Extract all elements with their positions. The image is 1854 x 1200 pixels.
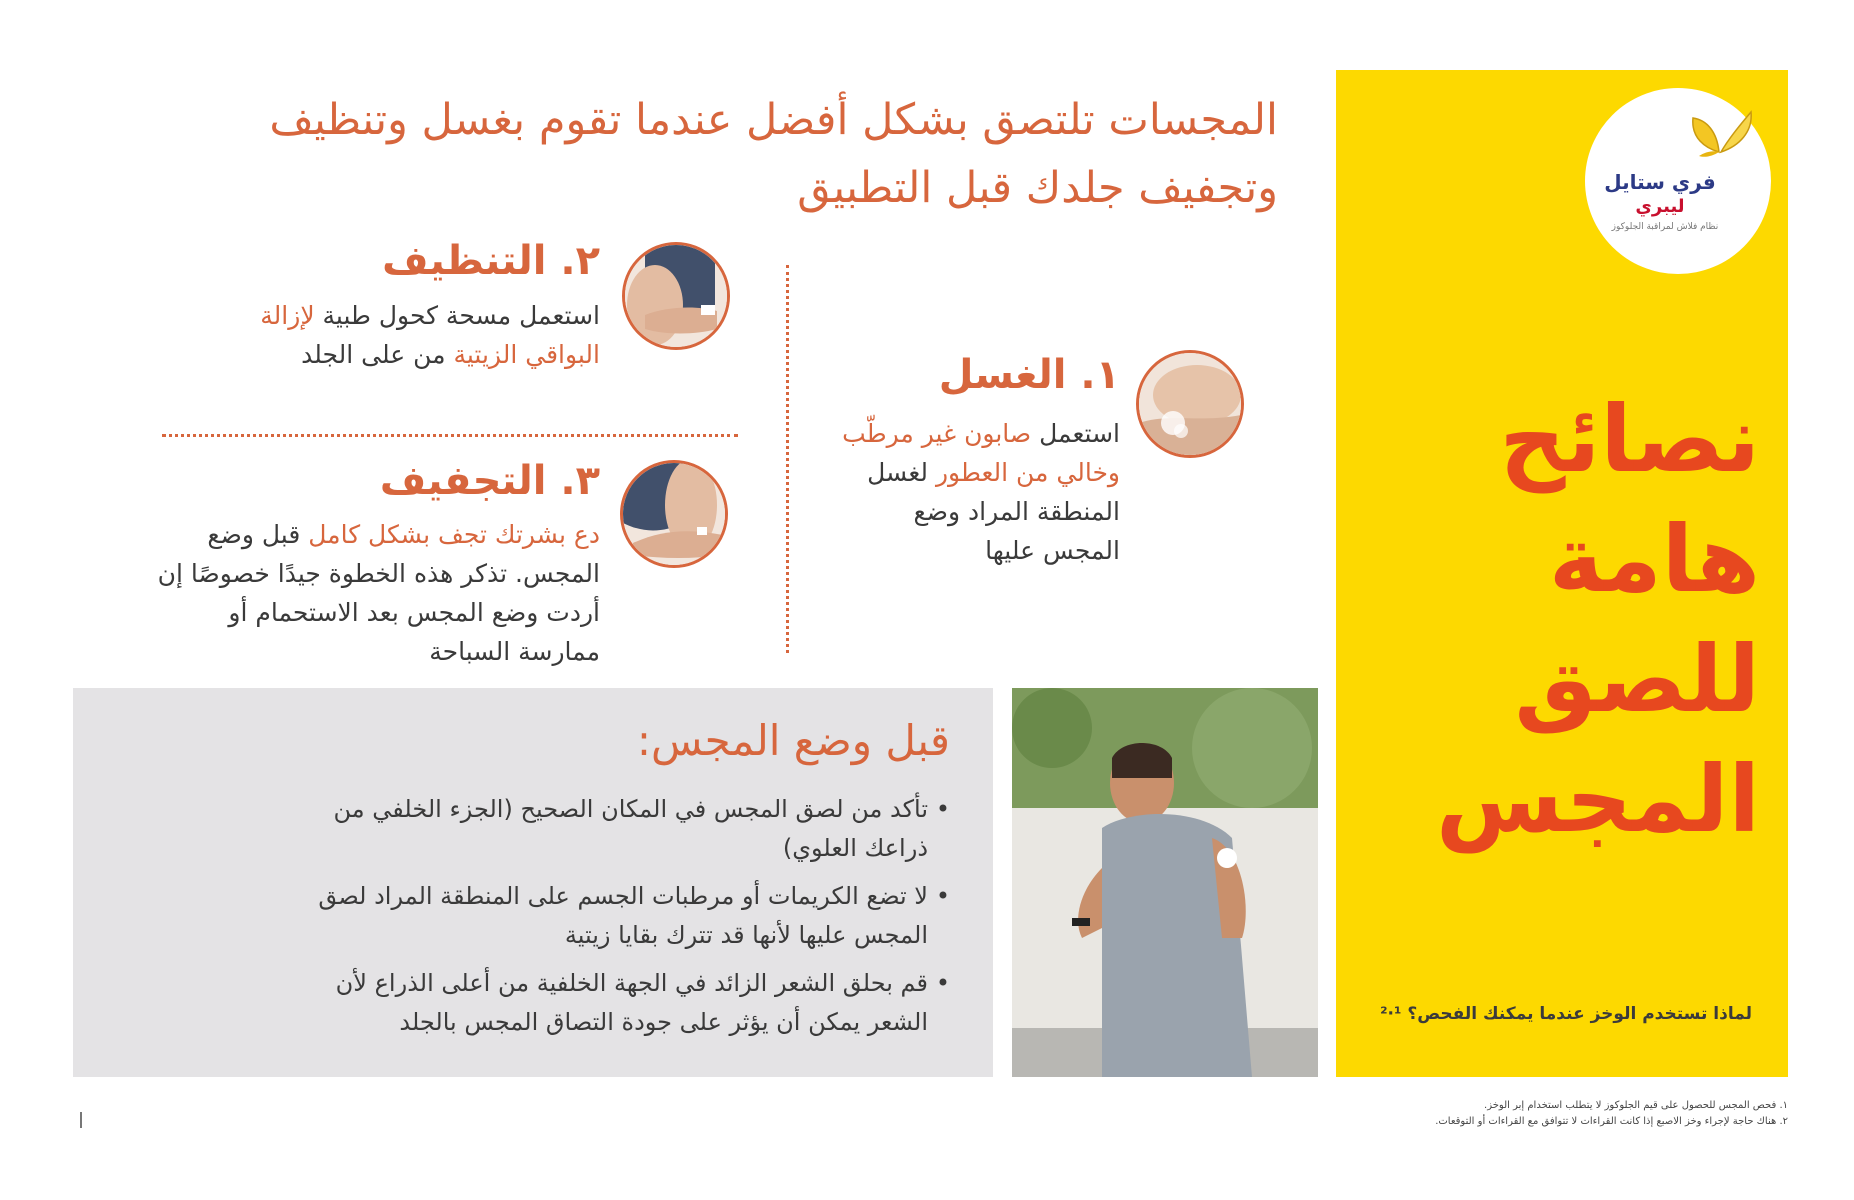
- main-title-line3: للصق: [1514, 626, 1760, 733]
- dry-step-title: ٣. التجفيف: [379, 458, 600, 504]
- dry-text-highlight: دع بشرتك تجف بشكل كامل: [308, 520, 600, 549]
- before-sensor-title: قبل وضع المجس:: [636, 716, 950, 765]
- wash-text-part1: استعمل: [1031, 419, 1120, 448]
- page-edge-mark: [80, 1112, 82, 1128]
- main-title-line2: هامة: [1548, 506, 1760, 613]
- list-item: • قم بحلق الشعر الزائد في الجهة الخلفية من أعلى الذراع لأن الشعر يمكن أن يؤثر على جودة التصاق المجس بالجلد: [280, 964, 950, 1042]
- list-item: • تأكد من لصق المجس في المكان الصحيح (الجزء الخلفي من ذراعك العلوي): [280, 790, 950, 868]
- page-headline: [170, 86, 1278, 222]
- logo-tagline: نظام فلاش لمراقبة الجلوكوز: [1611, 222, 1719, 232]
- logo-name-line1: فري ستايل: [1604, 170, 1716, 194]
- runner-photo: [1012, 688, 1318, 1077]
- clean-step-text: [190, 296, 600, 374]
- clean-text-part2: من على الجلد: [301, 340, 454, 369]
- clean-step-title: ٢. التنظيف: [382, 238, 600, 284]
- footnote-1: ١. فحص المجس للحصول على قيم الجلوكوز لا يتطلب استخدام إبر الوخز.: [1484, 1100, 1788, 1111]
- footnotes: [1300, 1098, 1788, 1130]
- dry-step-image: [620, 460, 728, 568]
- vertical-dotted-divider: [786, 265, 789, 653]
- wash-text-highlight: صابون غير مرطّب وخالي من العطور: [842, 419, 1120, 487]
- main-title: [1350, 380, 1760, 860]
- clean-text-part1: استعمل مسحة كحول طبية: [314, 301, 600, 330]
- clean-text-highlight: لإزالة البواقي الزيتية: [260, 301, 600, 369]
- main-title-line4: المجس: [1435, 746, 1760, 853]
- logo-name-line2: ليبري: [1635, 196, 1685, 217]
- headline-line1: المجسات تلتصق بشكل أفضل عندما تقوم بغسل وتنظيف: [269, 95, 1278, 145]
- butterfly-icon: [1685, 108, 1755, 160]
- wash-step-text: [830, 414, 1120, 570]
- list-item: • لا تضع الكريمات أو مرطبات الجسم على المنطقة المراد لصق المجس عليها لأنها قد تترك بقايا زيتية: [280, 877, 950, 955]
- wash-text-part2: لغسل المنطقة المراد وضع المجس عليها: [867, 458, 1120, 565]
- dry-text-part2: قبل وضع المجس. تذكر هذه الخطوة جيدًا خصوصًا إن أردت وضع المجس بعد الاستحمام أو ممارسة السباحة: [157, 520, 600, 666]
- why-question-text: لماذا تستخدم الوخز عندما يمكنك الفحص؟ ¹·²: [1380, 1004, 1752, 1024]
- before-sensor-list: [280, 790, 950, 1051]
- footnote-2: ٢. هناك حاجة لإجراء وخز الاصبع إذا كانت القراءات لا تتوافق مع القراءات أو التوقعات.: [1435, 1116, 1788, 1127]
- main-title-line1: نصائح: [1499, 386, 1760, 493]
- headline-line2: وتجفيف جلدك قبل التطبيق: [797, 163, 1278, 213]
- horizontal-dotted-divider: [162, 434, 738, 437]
- clean-step-image: [622, 242, 730, 350]
- dry-step-text: [150, 515, 600, 671]
- wash-step-title: ١. الغسل: [938, 352, 1120, 398]
- wash-step-image: [1136, 350, 1244, 458]
